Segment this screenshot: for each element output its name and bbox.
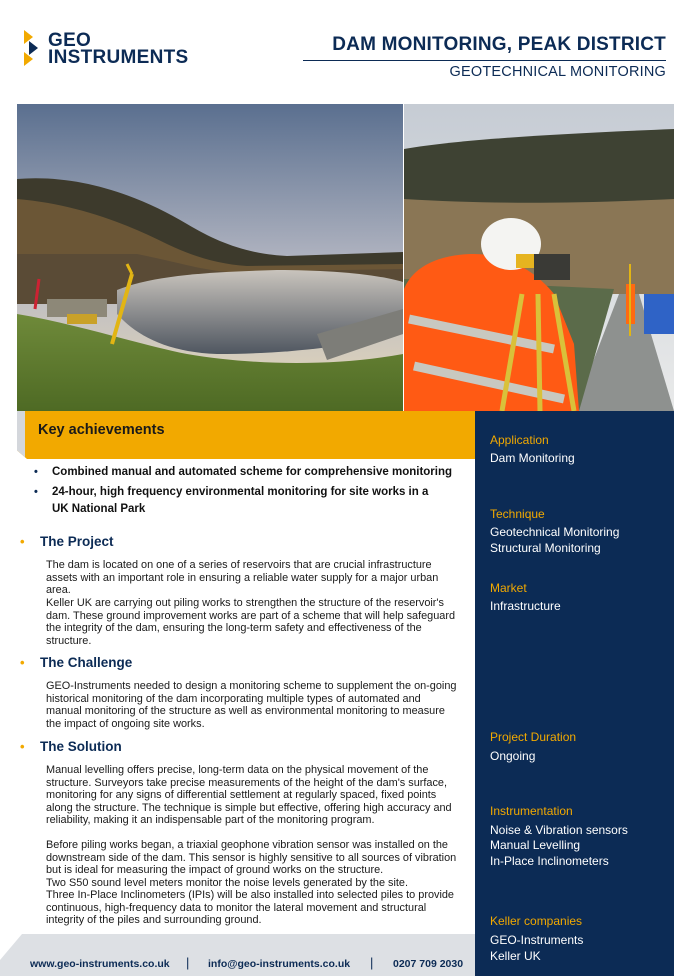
- key-achievement-item-continued: UK National Park: [52, 503, 146, 515]
- reservoir-photo: [17, 104, 403, 411]
- key-achievement-item: • 24-hour, high frequency environmental monitoring for site works in a: [36, 484, 428, 501]
- email-link[interactable]: info@geo-instruments.co.uk: [208, 958, 351, 970]
- bullet-icon: •: [34, 486, 38, 498]
- phone-number[interactable]: 0207 709 2030: [393, 958, 464, 970]
- challenge-paragraph: GEO-Instruments needed to design a monitoring scheme to supplement the on-going historical monitoring of the dam incorporating multiple types of automated and manual monitoring of the structure as well as environmental monitoring to measure the impact of ongoing site works.: [46, 680, 457, 730]
- website-link[interactable]: www.geo-instruments.co.uk: [30, 958, 170, 970]
- footer-separator: |: [370, 955, 374, 970]
- solution-paragraph: Before piling works began, a triaxial geophone vibration sensor was installed on the downstream side of the dam. This sensor is highly sensitive to all sources of vibration but is ideal for measuring the impact of ground works on the structure.: [46, 839, 457, 876]
- brand-wordmark: [48, 32, 189, 66]
- instrumentation-value: Manual Levelling: [490, 838, 581, 852]
- brand-line-1: GEO: [48, 30, 92, 51]
- market-value: Infrastructure: [490, 599, 561, 613]
- keller-companies-label: Keller companies: [490, 914, 583, 928]
- bullet-icon: •: [20, 739, 25, 754]
- page-title: DAM MONITORING, PEAK DISTRICT: [332, 34, 666, 55]
- technique-value: Geotechnical Monitoring: [490, 525, 620, 539]
- application-value: Dam Monitoring: [490, 451, 575, 465]
- surveyor-photo: [404, 104, 674, 411]
- project-duration-label: Project Duration: [490, 730, 577, 744]
- market-label: Market: [490, 581, 527, 595]
- bullet-icon: •: [20, 534, 25, 549]
- application-label: Application: [490, 433, 549, 447]
- section-heading-project: • The Project: [20, 534, 114, 549]
- brand-logo[interactable]: [24, 28, 214, 72]
- keller-companies-value: GEO-Instruments: [490, 933, 584, 947]
- solution-paragraph: Three In-Place Inclinometers (IPIs) will be also installed into selected piles to provide continuous, high-frequency data to monitor the lateral movement and structural integrity of the piles and surrounding ground.: [46, 889, 454, 926]
- project-paragraph: Keller UK are carrying out piling works to strengthen the structure of the reservoir's dam. These ground improvement works are part of a scheme that will help safeguard the integrity of the dam, ensuring the long-term safety and effectiveness of the structure.: [46, 597, 456, 647]
- bullet-icon: •: [20, 655, 25, 670]
- instrumentation-value: Noise & Vibration sensors: [490, 823, 628, 837]
- instrumentation-label: Instrumentation: [490, 804, 573, 818]
- project-duration-value: Ongoing: [490, 749, 536, 763]
- footer-separator: |: [186, 955, 190, 970]
- technique-value: Structural Monitoring: [490, 541, 601, 555]
- brand-line-2: INSTRUMENTS: [48, 47, 189, 68]
- section-heading-challenge: • The Challenge: [20, 655, 133, 670]
- key-achievements-heading: Key achievements: [38, 422, 165, 438]
- technique-label: Technique: [490, 507, 545, 521]
- solution-paragraph: Manual levelling offers precise, long-term data on the physical movement of the structure. Surveyors take precise measurements of the height of the dam's surface, monitoring for any signs of differential settlement at regularly spaced, fixed points along the structure. The technique is simple but effective, offering high accuracy and reliability, making it an indispensable part of the monitoring program.: [46, 764, 452, 826]
- section-heading-solution: • The Solution: [20, 739, 122, 754]
- logo-mark-icon: [24, 30, 38, 66]
- key-achievement-item: • Combined manual and automated scheme for comprehensive monitoring: [36, 464, 452, 481]
- instrumentation-value: In-Place Inclinometers: [490, 854, 609, 868]
- keller-companies-value: Keller UK: [490, 949, 541, 963]
- page-subtitle: GEOTECHNICAL MONITORING: [449, 64, 666, 80]
- project-facts-sidebar: [475, 411, 674, 976]
- title-divider: [303, 60, 666, 61]
- project-paragraph: The dam is located on one of a series of reservoirs that are crucial infrastructure assets with an important role in ensuring a reliable water supply for a major urban area.: [46, 559, 439, 596]
- bullet-icon: •: [34, 466, 38, 478]
- solution-paragraph: Two S50 sound level meters monitor the noise levels generated by the site.: [46, 877, 409, 889]
